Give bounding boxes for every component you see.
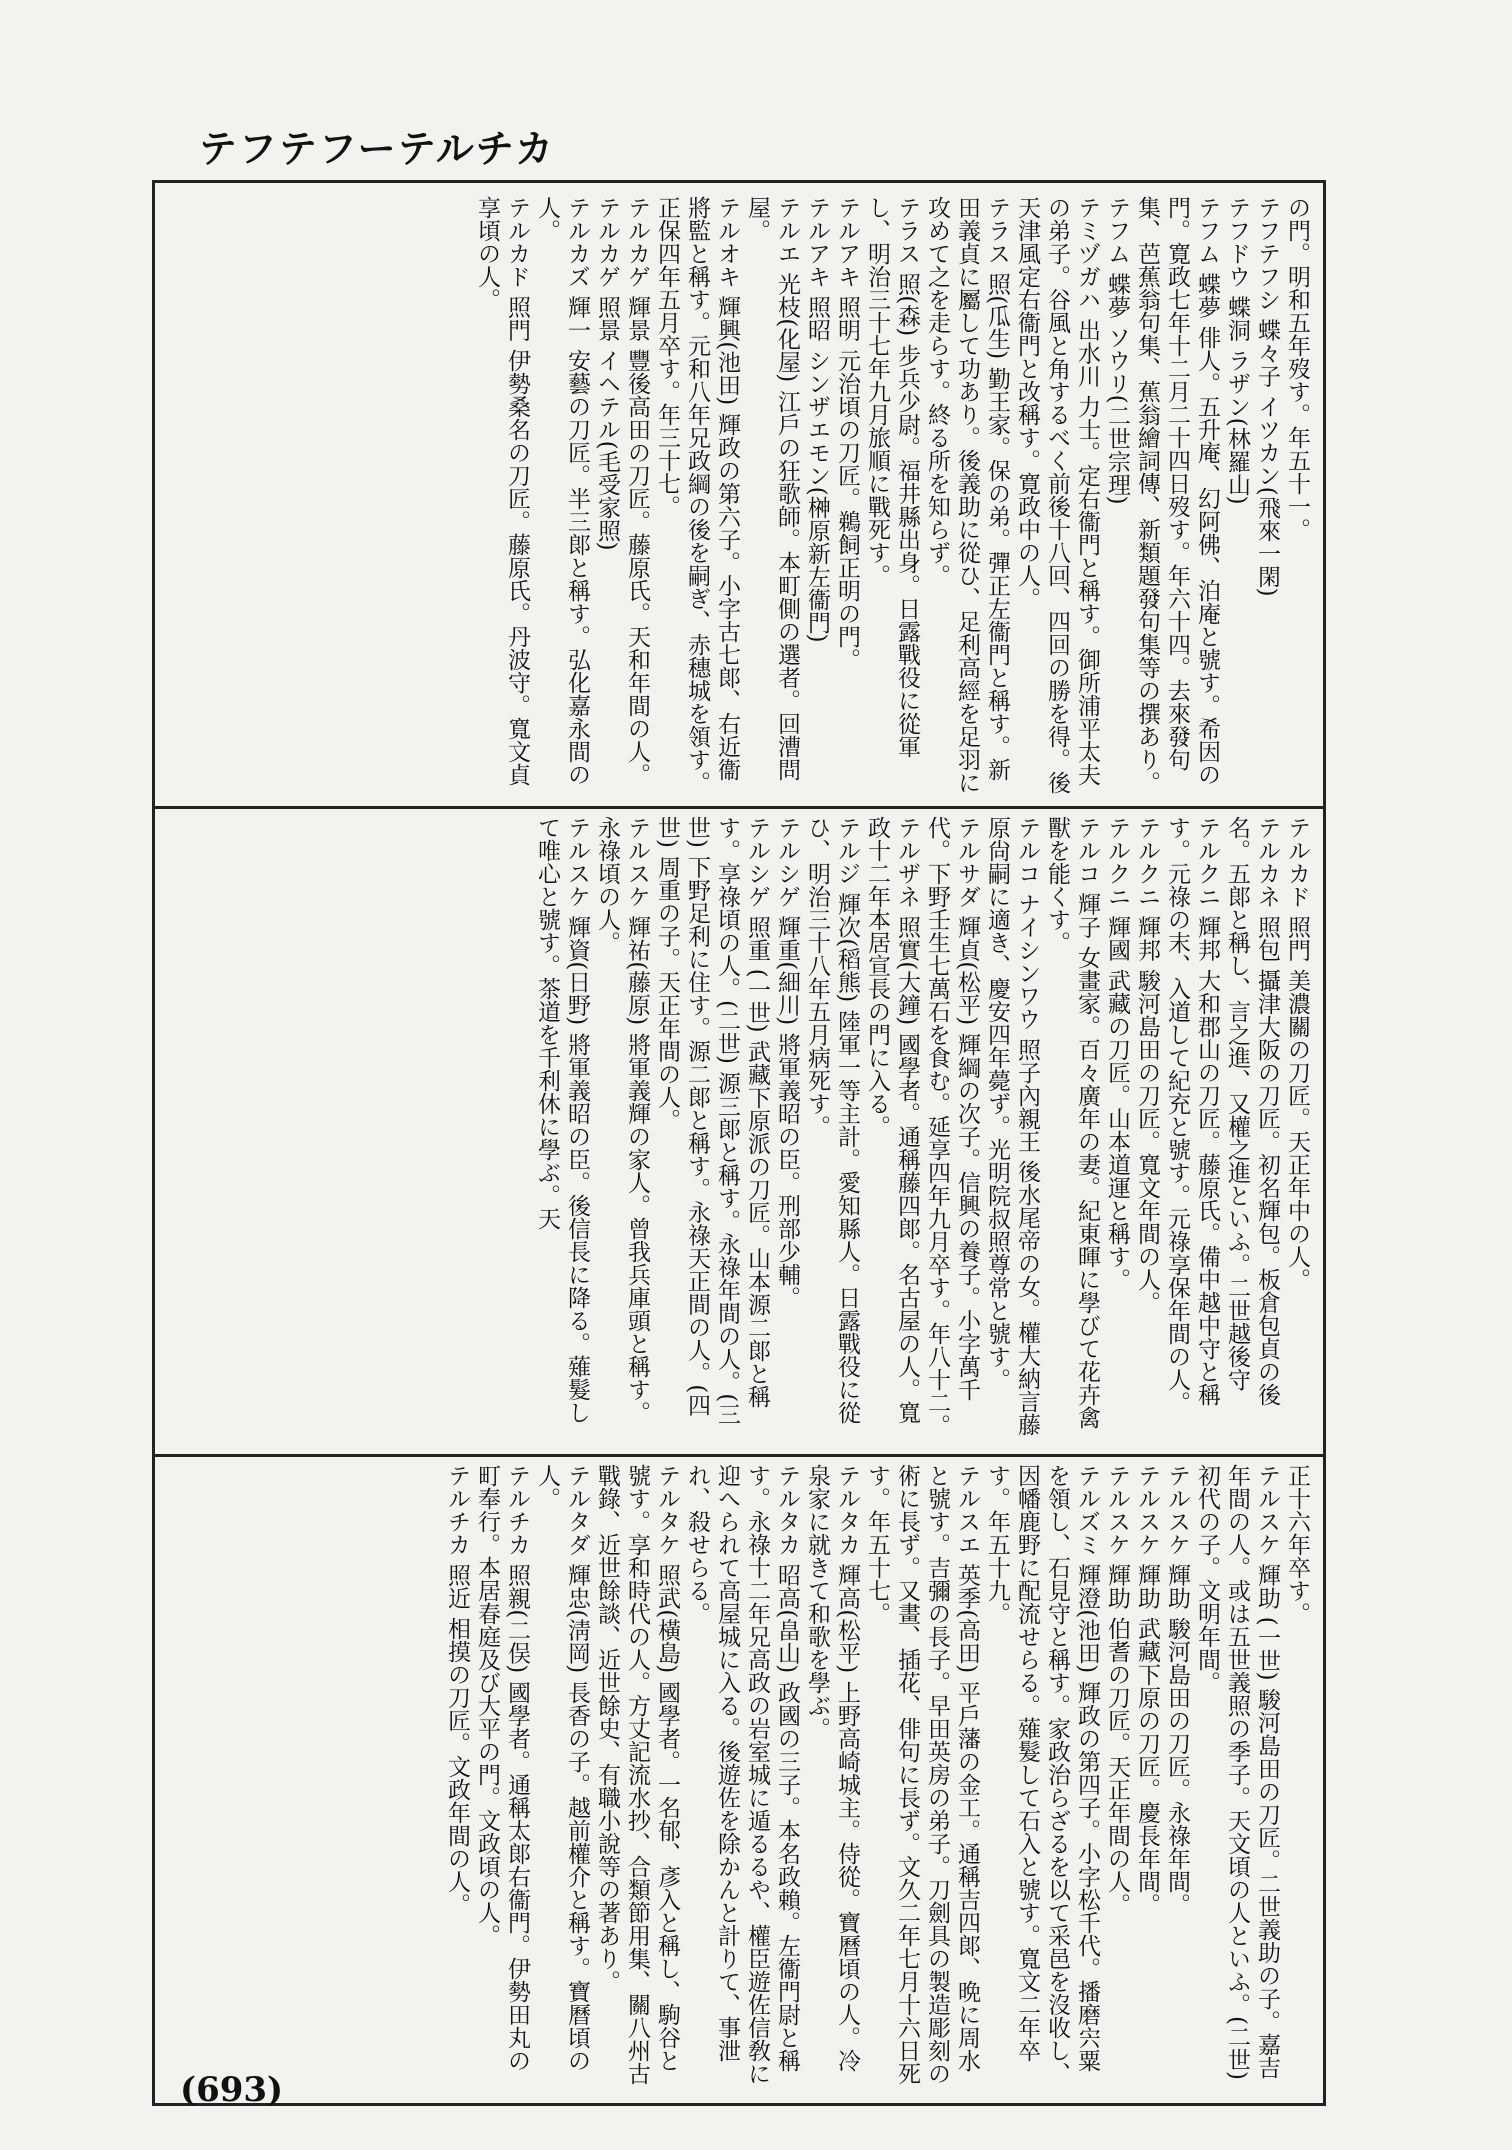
entry: テフドウ 蝶洞 ラザン(林羅山) — [1224, 196, 1250, 505]
entry: テルスケ 輝助 駿河島田の刀匠。永祿年間。 — [1164, 1464, 1190, 1916]
entry: テルスエ 英季(高田) 平戶藩の金工。通稱吉四郞、晩に周水と號す。吉彌の長子。早田英房の弟子。刀劍具の製造彫刻の術に長ず。又畫、插花、俳句に長ず。文久二年七月十六日死す。年五十七。 — [864, 1464, 980, 2085]
entry: テルシゲ 輝重(細川) 將軍義昭の臣。刑部少輔。 — [774, 816, 800, 1309]
entry: テルタカ 輝高(松平) 上野高崎城主。侍從。寶曆頃の人。冷泉家に就きて和歌を學ぶ。 — [804, 1464, 860, 2072]
entry: テラス 照(森) 步兵少尉。福井縣出身。日露戰役に從軍し、明治三十七年九月旅順に戰死す。 — [864, 196, 920, 758]
entry: テルジ 輝次(稻熊) 陸軍一等主計。愛知縣人。日露戰役に從ひ、明治三十八年五月病死す。 — [804, 816, 860, 1424]
entry: テミヅガハ 出水川 力士。定右衞門と稱す。御所浦平太夫の弟子。谷風と角するべく前後十八回、四回の勝を得。後天津風定右衞門と改稱す。寛政中の人。 — [1014, 196, 1100, 794]
section-divider-1 — [152, 806, 1323, 809]
entry-column-top — [160, 196, 1312, 798]
entry: テルコ 輝子 女畫家。百々廣年の妻。紀東暉に學びて花卉禽獸を能くす。 — [1044, 816, 1100, 1429]
entry: テルスケ 輝祐(藤原) 將軍義輝の家人。曾我兵庫頭と稱す。永祿頃の人。 — [594, 816, 650, 1424]
entry: テルズミ 輝澄(池田) 輝政の第四子。小字松千代。播磨宍粟を領し、石見守と稱す。家政治らざるを以て采邑を沒收し、因幡鹿野に配流せらる。薙髮して石入と號す。寬文二年卒す。年五十九。 — [984, 1464, 1100, 2085]
page-number: (693) — [180, 2070, 284, 2110]
running-head: カチルテーフテフテ — [198, 127, 555, 171]
entry: テルクニ 輝國 武藏の刀匠。山本道運と稱す。 — [1104, 816, 1130, 1291]
entry: テルカゲ 照景 イヘテル(毛受家照) — [594, 196, 620, 551]
entry: テルシゲ 照重 (一世) 武藏下原派の刀匠。山本源二郞と稱す。享祿頃の人。(二世) 源三郞と稱す。永祿年間の人。(三世) 下野足利に住す。源二郞と稱す。永祿天正間の人。(四世) 周重の子。天正年間の人。 — [654, 816, 770, 1426]
entry: テルタケ 照武(橫島) 國學者。一名郁、彥入と稱し、駒谷と號す。享和時代の人。方丈記流水抄、合類節用集、關八州古戰錄、近世餘談、近世餘史、有職小說等の著あり。 — [594, 1464, 680, 2085]
entry: テルスケ 輝助 武藏下原の刀匠。慶長年間。 — [1134, 1464, 1160, 1916]
entry: テルスケ 輝助 (一世) 駿河島田の刀匠。二世義助の子。嘉吉年間の人。或は五世義照の季子。天文頃の人といふ。(二世) 初代の子。文明年間。 — [1194, 1464, 1280, 2080]
entry: テルクニ 輝邦 駿河島田の刀匠。寬文年間の人。 — [1134, 816, 1160, 1314]
entry: 正十六年卒す。 — [1284, 1464, 1310, 1625]
entry: テルクニ 輝邦 大和郡山の刀匠。藤原氏。備中越中守と稱す。元祿の末、入道して紀充と號す。元祿享保年間の人。 — [1164, 816, 1220, 1414]
entry: テルエ 光枝(化屋) 江戶の狂歌師。本町側の選者。回漕問屋。 — [744, 196, 800, 781]
entry: テルタダ 輝忠(淸岡) 長香の子。越前權介と稱す。寶曆頃の人。 — [534, 1464, 590, 2072]
entry: テルサダ 輝貞(松平) 輝綱の次子。信興の養子。小字萬千代。下野壬生七萬石を食む。延享四年九月卒す。年八十二。 — [924, 816, 980, 1437]
entry: テルカゲ 輝景 豐後高田の刀匠。藤原氏。天和年間の人。 — [624, 196, 650, 786]
entry: テルチカ 照近 相摸の刀匠。文政年間の人。 — [444, 1464, 470, 1916]
entry: テルカド 照門 美濃關の刀匠。天正年中の人。 — [1284, 816, 1310, 1291]
entry: テルオキ 輝興(池田) 輝政の第六子。小字古七郞、右近衞將監と稱す。元和八年兄政綱の後を嗣ぎ、赤穗城を領す。正保四年五月卒す。年三十七。 — [654, 196, 740, 794]
entry: テフム 蝶夢 俳人。五升庵、幻阿佛、泊庵と號す。希因の門。寛政七年十二月二十四日歿す。年六十四。去來發句集、芭蕉翁句集、蕉翁繪詞傳、新類題發句集等の撰あり。 — [1134, 196, 1220, 794]
section-divider-2 — [152, 1454, 1323, 1457]
entry: テルコ ナイシンワウ 照子內親王 後水尾帝の女。權大納言藤原尙嗣に適き、慶安四年薨ず。光明院叔照尊常と號す。 — [984, 816, 1040, 1436]
entry: の門。明和五年歿す。年五十一。 — [1284, 196, 1310, 541]
entry: テルカド 照門 伊勢桑名の刀匠。藤原氏。丹波守。寬文貞享頃の人。 — [474, 196, 530, 786]
entry: テルスケ 輝助 伯耆の刀匠。天正年間の人。 — [1104, 1464, 1130, 1916]
entry: テルカネ 照包 攝津大阪の刀匠。初名輝包。板倉包貞の後名。五郞と稱し、言之進、又權之進といふ。二世越後守 — [1224, 816, 1280, 1406]
entry: テルスケ 輝資(日野) 將軍義昭の臣。後信長に降る。薙髮して唯心と號す。茶道を千利休に學ぶ。天 — [534, 816, 590, 1424]
entry: テフム 蝶夢 ソウリ(二世宗理) — [1104, 196, 1130, 505]
entry: テルカズ 輝一 安藝の刀匠。半三郞と稱す。弘化嘉永間の人。 — [534, 196, 590, 786]
entry: テルザネ 照實(大鐘) 國學者。通稱藤四郞。名古屋の人。寬政十二年本居宣長の門に入る。 — [864, 816, 920, 1424]
entry: テルチカ 照親(二俣) 國學者。通稱太郞右衞門。伊勢田丸の町奉行。本居春庭及び大平の門。文政頃の人。 — [474, 1464, 530, 2072]
entry-column-bottom — [160, 1464, 1312, 2090]
entry: テルタカ 昭高(畠山) 政國の三子。本名政賴。左衞門尉と稱す。永祿十二年兄高政の岩室城に遁るるや、權臣遊佐信敎に迎へられて高屋城に入る。後遊佐を除かんと計りて、事泄れ、殺せらる。 — [684, 1464, 800, 2085]
entry: テルアキ 照昭 シンザエモン(榊原新左衞門) — [804, 196, 830, 643]
entry: テフテフシ 蝶々子 イツカン(飛來一閑) — [1254, 196, 1280, 597]
entry-column-middle — [160, 816, 1312, 1446]
entry: テルアキ 照明 元治頃の刀匠。鵜飼正明の門。 — [834, 196, 860, 671]
entry: テラス 照(瓜生) 勤王家。保の弟。彈正左衞門と稱す。新田義貞に屬して功あり。後義助に從ひ、足利高經を足羽に攻めて之を走らす。終る所を知らず。 — [924, 196, 1010, 794]
